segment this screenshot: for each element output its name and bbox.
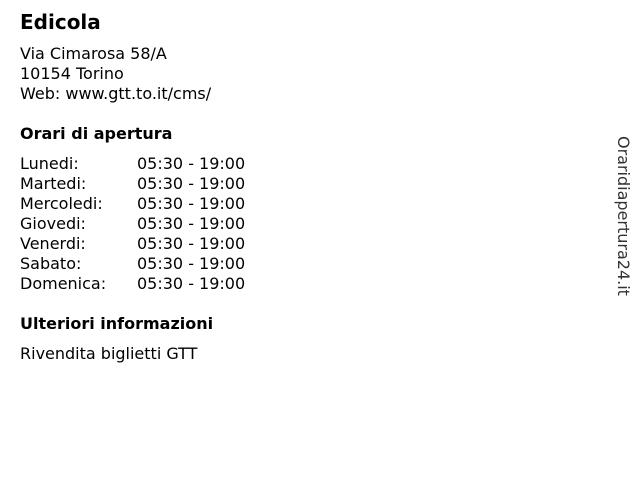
day-label: Sabato: bbox=[20, 254, 82, 273]
day-label: Martedi: bbox=[20, 174, 87, 193]
time-range: 05:30 - 19:00 bbox=[137, 154, 246, 173]
time-range: 05:30 - 19:00 bbox=[137, 194, 246, 213]
time-range: 05:30 - 19:00 bbox=[137, 274, 246, 293]
day-label: Domenica: bbox=[20, 274, 107, 293]
business-name: Edicola bbox=[20, 10, 101, 34]
day-label: Mercoledi: bbox=[20, 194, 103, 213]
day-label: Giovedi: bbox=[20, 214, 86, 233]
day-label: Lunedi: bbox=[20, 154, 79, 173]
business-address bbox=[20, 44, 211, 104]
website-label: Web: bbox=[20, 84, 61, 103]
time-range: 05:30 - 19:00 bbox=[137, 234, 246, 253]
day-label: Venerdi: bbox=[20, 234, 86, 253]
time-range: 05:30 - 19:00 bbox=[137, 214, 246, 233]
address-city: 10154 Torino bbox=[20, 64, 124, 83]
opening-hours-heading: Orari di apertura bbox=[20, 124, 173, 143]
website-link[interactable]: www.gtt.to.it/cms/ bbox=[65, 84, 212, 103]
additional-info-heading: Ulteriori informazioni bbox=[20, 314, 214, 333]
time-range: 05:30 - 19:00 bbox=[137, 174, 246, 193]
website-line bbox=[20, 84, 211, 104]
site-watermark: Oraridiapertura24.it bbox=[614, 136, 633, 296]
additional-info-text: Rivendita biglietti GTT bbox=[20, 344, 198, 363]
time-range: 05:30 - 19:00 bbox=[137, 254, 246, 273]
address-street: Via Cimarosa 58/A bbox=[20, 44, 167, 63]
